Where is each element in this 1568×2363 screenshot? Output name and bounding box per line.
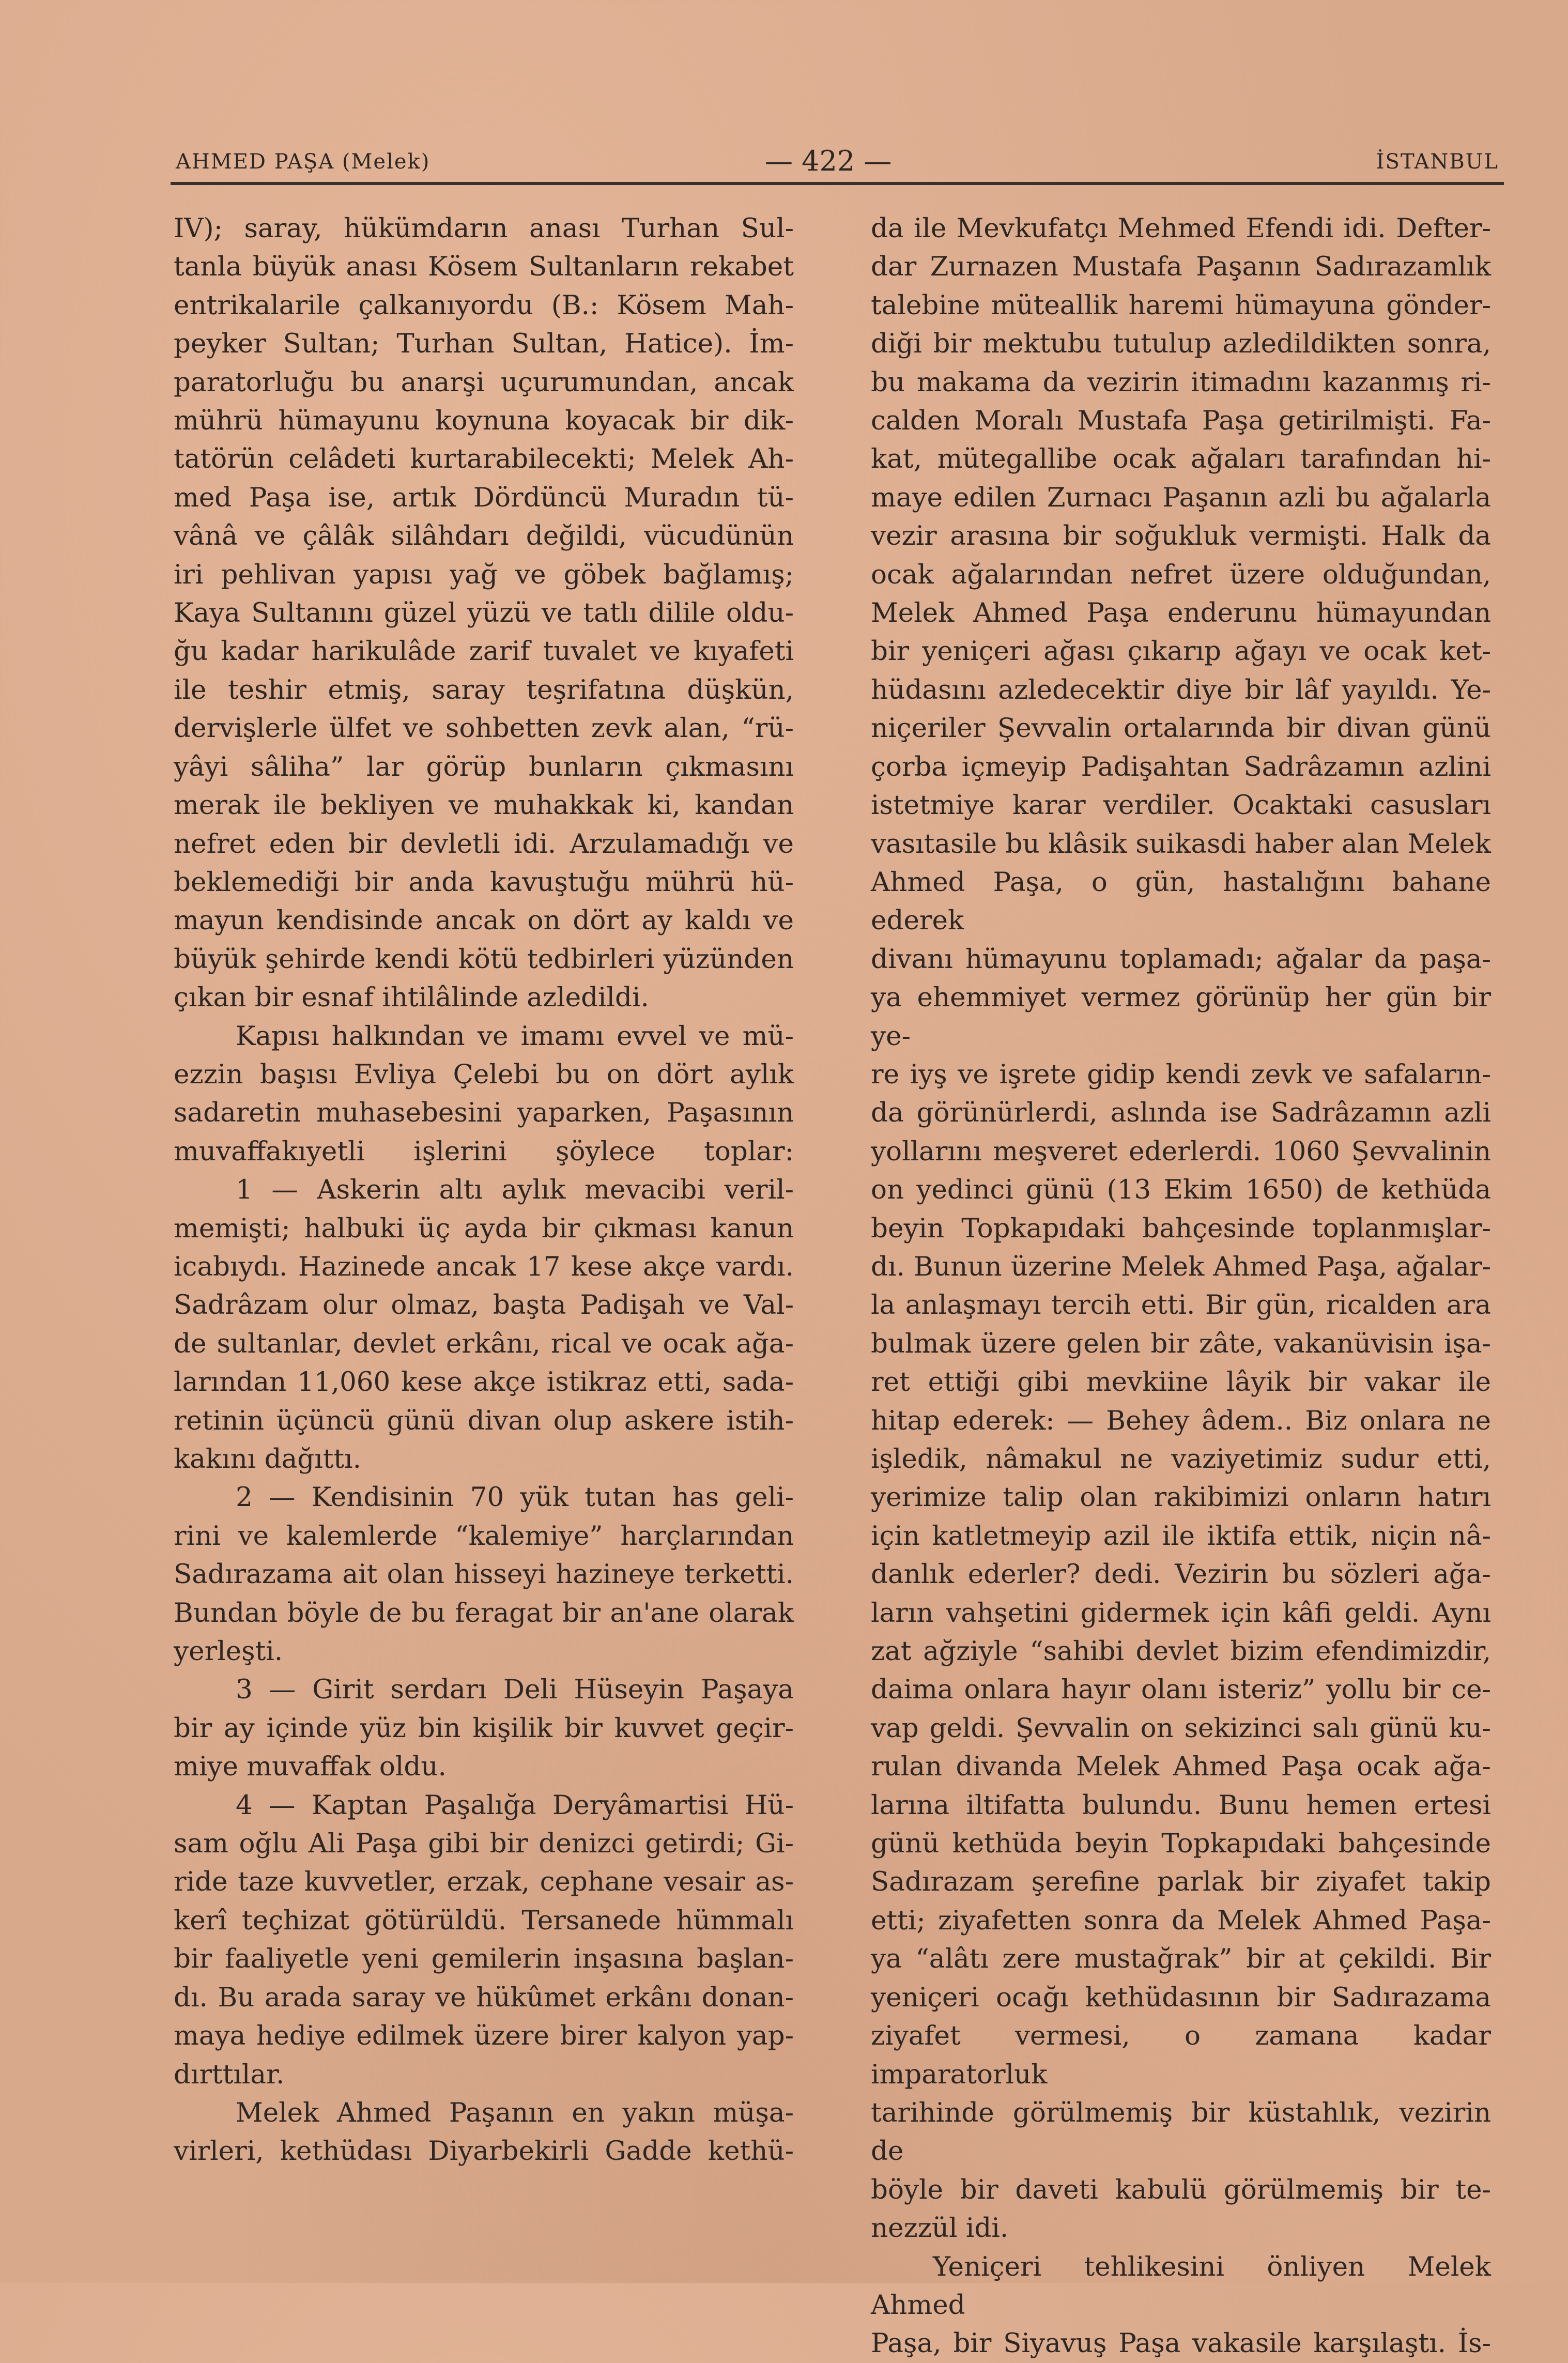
text-line: Melek Ahmed Paşa enderunu hümayundan	[871, 597, 1491, 629]
text-line: IV); saray, hükümdarın anası Turhan Sul-	[174, 213, 794, 244]
text-line: vezir arasına bir soğukluk vermişti. Halk da	[871, 520, 1491, 552]
text-line: Paşa, bir Siyavuş Paşa vakasile karşılaştı. İs-	[871, 2328, 1491, 2359]
text-line: Yeniçeri tehlikesini önliyen Melek Ahmed	[871, 2251, 1491, 2321]
text-line: nezzül idi.	[871, 2213, 1009, 2244]
text-line: memişti; halbuki üç ayda bir çıkması kanun	[174, 1213, 794, 1244]
text-line: sadaretin muhasebesini yaparken, Paşasının	[174, 1097, 794, 1129]
text-line: muvaffakıyetli işlerini şöylece toplar:	[174, 1136, 794, 1167]
text-line: larından 11,060 kese akçe istikraz etti, sada-	[174, 1367, 794, 1398]
text-line: Melek Ahmed Paşanın en yakın müşa-	[236, 2097, 794, 2128]
text-line: mayun kendisinde ancak on dört ay kaldı ve	[174, 905, 794, 937]
text-line: kakını dağıttı.	[174, 1444, 361, 1475]
text-line: virleri, kethüdası Diyarbekirli Gadde kethü-	[174, 2136, 794, 2167]
text-line: beyin Topkapıdaki bahçesinde toplanmışlar-	[871, 1213, 1491, 1244]
right-column	[871, 209, 1491, 2363]
text-line: la anlaşmayı tercih etti. Bir gün, ricalden ara	[871, 1290, 1491, 1321]
text-line: yerimize talip olan rakibimizi onların hatırı	[871, 1482, 1491, 1513]
text-line: ziyafet vermesi, o zamana kadar imparatorluk	[871, 2020, 1491, 2090]
header-rule	[171, 182, 1504, 185]
text-line: daima onlara hayır olanı isteriz” yollu bir ce-	[871, 1674, 1491, 1706]
text-line: günü kethüda beyin Topkapıdaki bahçesinde	[871, 1828, 1491, 1860]
header-title-left: AHMED PAŞA (Melek)	[176, 150, 431, 174]
text-line: ret ettiği gibi mevkiine lâyik bir vakar ile	[871, 1367, 1491, 1398]
text-line: Sadrâzam olur olmaz, başta Padişah ve Val-	[174, 1290, 794, 1321]
text-line: ya “alâtı zere mustağrak” bir at çekildi. Bir	[871, 1943, 1491, 1975]
text-line: rini ve kalemlerde “kalemiye” harçlarından	[174, 1520, 794, 1552]
text-line: retinin üçüncü günü divan olup askere istih-	[174, 1405, 794, 1436]
text-line: mührü hümayunu koynuna koyacak bir dik-	[174, 405, 794, 437]
text-line: bir ay içinde yüz bin kişilik bir kuvvet geçir-	[174, 1712, 794, 1744]
text-line: maye edilen Zurnacı Paşanın azli bu ağalarla	[871, 482, 1491, 513]
text-line: Bundan böyle de bu feragat bir an'ane olarak	[174, 1597, 794, 1629]
text-line: yâyi sâliha” lar görüp bunların çıkmasını	[174, 751, 794, 782]
text-line: 3 — Girit serdarı Deli Hüseyin Paşaya	[236, 1674, 794, 1706]
text-line: etti; ziyafetten sonra da Melek Ahmed Paşa-	[871, 1905, 1491, 1936]
text-line: diği bir mektubu tutulup azledildikten sonra,	[871, 328, 1491, 360]
text-line: böyle bir daveti kabulü görülmemiş bir te-	[871, 2174, 1491, 2205]
text-line: ride taze kuvvetler, erzak, cephane vesair as-	[174, 1866, 794, 1898]
text-line: re iyş ve işrete gidip kendi zevk ve safaların-	[871, 1058, 1491, 1090]
text-line: divanı hümayunu toplamadı; ağalar da paşa-	[871, 943, 1491, 975]
left-column	[174, 209, 794, 2171]
text-line: yollarını meşveret ederlerdi. 1060 Şevvalinin	[871, 1136, 1491, 1167]
text-line: kat, mütegallibe ocak ağaları tarafından hi-	[871, 443, 1491, 475]
text-line: yeniçeri ocağı kethüdasının bir Sadırazama	[871, 1982, 1491, 2013]
text-line: bir faaliyetle yeni gemilerin inşasına başlan-	[174, 1943, 794, 1975]
text-line: 4 — Kaptan Paşalığa Deryâmartisi Hü-	[236, 1789, 794, 1821]
text-line: istetmiye karar verdiler. Ocaktaki casusları	[871, 790, 1491, 821]
text-line: Ahmed Paşa, o gün, hastalığını bahane ederek	[871, 866, 1491, 937]
text-line: Kaya Sultanını güzel yüzü ve tatlı dilile oldu-	[174, 597, 794, 629]
text-line: peyker Sultan; Turhan Sultan, Hatice). İm-	[174, 328, 794, 360]
page-number: — 422 —	[765, 145, 892, 177]
text-line: yerleşti.	[174, 1636, 283, 1667]
text-line: sam oğlu Ali Paşa gibi bir denizci getirdi; Gi-	[174, 1828, 794, 1860]
text-line: niçeriler Şevvalin ortalarında bir divan günü	[871, 713, 1491, 744]
text-line: 1 — Askerin altı aylık mevacibi veril-	[236, 1174, 794, 1206]
text-line: med Paşa ise, artık Dördüncü Muradın tü-	[174, 482, 794, 513]
text-line: büyük şehirde kendi kötü tedbirleri yüzünden	[174, 943, 794, 975]
text-line: vasıtasile bu klâsik suikasdi haber alan Melek	[871, 828, 1491, 860]
text-line: iri pehlivan yapısı yağ ve göbek bağlamış;	[174, 559, 794, 590]
text-line: vap geldi. Şevvalin on sekizinci salı günü ku-	[871, 1712, 1491, 1744]
text-line: vânâ ve çâlâk silâhdarı değildi, vücudünün	[174, 520, 794, 552]
text-line: hitap ederek: — Behey âdem.. Biz onlara ne	[871, 1405, 1491, 1436]
text-line: hüdasını azledecektir diye bir lâf yayıldı. Ye-	[871, 674, 1491, 705]
text-line: Sadırazam şerefine parlak bir ziyafet takip	[871, 1866, 1491, 1898]
text-line: paratorluğu bu anarşi uçurumundan, ancak	[174, 366, 794, 398]
text-line: dı. Bunun üzerine Melek Ahmed Paşa, ağalar-	[871, 1251, 1491, 1282]
text-line: de sultanlar, devlet erkânı, rical ve ocak ağa-	[174, 1328, 794, 1359]
text-line: nefret eden bir devletli idi. Arzulamadığı ve	[174, 828, 794, 860]
text-line: Sadırazama ait olan hisseyi hazineye terketti.	[174, 1559, 794, 1590]
text-line: 2 — Kendisinin 70 yük tutan has geli-	[236, 1482, 794, 1513]
text-line: maya hediye edilmek üzere birer kalyon yap-	[174, 2020, 794, 2052]
text-line: dı. Bu arada saray ve hükûmet erkânı donan-	[174, 1982, 794, 2013]
text-line: da görünürlerdi, aslında ise Sadrâzamın azli	[871, 1097, 1491, 1129]
text-line: merak ile bekliyen ve muhakkak ki, kandan	[174, 790, 794, 821]
text-line: ocak ağalarından nefret üzere olduğundan,	[871, 559, 1491, 590]
text-line: rulan divanda Melek Ahmed Paşa ocak ağa-	[871, 1751, 1491, 1783]
text-line: tanla büyük anası Kösem Sultanların rekabet	[174, 251, 794, 283]
text-line: ya ehemmiyet vermez görünüp her gün bir ye-	[871, 982, 1491, 1052]
text-line: tarihinde görülmemiş bir küstahlık, vezirin de	[871, 2097, 1491, 2167]
text-line: talebine müteallik haremi hümayuna gönder-	[871, 289, 1491, 321]
text-line: dırttılar.	[174, 2059, 285, 2090]
text-line: entrikalarile çalkanıyordu (B.: Kösem Mah-	[174, 289, 794, 321]
text-line: calden Moralı Mustafa Paşa getirilmişti. Fa-	[871, 405, 1491, 437]
text-line: dervişlerle ülfet ve sohbetten zevk alan, “rü-	[174, 713, 794, 744]
text-line: danlık ederler? dedi. Vezirin bu sözleri ağa-	[871, 1559, 1491, 1590]
text-line: için katletmeyip azil ile iktifa ettik, niçin nâ-	[871, 1520, 1491, 1552]
header-title-right: İSTANBUL	[1376, 150, 1499, 174]
text-line: ların vahşetini gidermek için kâfi geldi. Aynı	[871, 1597, 1491, 1629]
text-line: icabıydı. Hazinede ancak 17 kese akçe vardı.	[174, 1251, 794, 1282]
text-line: çıkan bir esnaf ihtilâlinde azledildi.	[174, 982, 649, 1014]
text-line: miye muvaffak oldu.	[174, 1751, 447, 1783]
text-line: ğu kadar harikulâde zarif tuvalet ve kıyafeti	[174, 636, 794, 667]
text-line: beklemediği bir anda kavuştuğu mührü hü-	[174, 866, 794, 898]
text-line: da ile Mevkufatçı Mehmed Efendi idi. Defter-	[871, 213, 1491, 244]
text-line: zat ağziyle “sahibi devlet bizim efendimizdir,	[871, 1636, 1491, 1667]
text-line: tatörün celâdeti kurtarabilecekti; Melek Ah-	[174, 443, 794, 475]
text-line: bir yeniçeri ağası çıkarıp ağayı ve ocak ket-	[871, 636, 1491, 667]
running-header	[176, 145, 1499, 181]
text-line: Kapısı halkından ve imamı evvel ve mü-	[236, 1020, 794, 1052]
text-line: çorba içmeyip Padişahtan Sadrâzamın azlini	[871, 751, 1491, 782]
text-line: ezzin başısı Evliya Çelebi bu on dört aylık	[174, 1058, 794, 1090]
text-line: larına iltifatta bulundu. Bunu hemen ertesi	[871, 1789, 1491, 1821]
text-line: ile teshir etmiş, saray teşrifatına düşkün,	[174, 674, 794, 705]
text-line: on yedinci günü (13 Ekim 1650) de kethüda	[871, 1174, 1491, 1206]
text-line: dar Zurnazen Mustafa Paşanın Sadırazamlık	[871, 251, 1491, 283]
text-line: işledik, nâmakul ne vaziyetimiz sudur etti,	[871, 1444, 1491, 1475]
text-line: bulmak üzere gelen bir zâte, vakanüvisin işa-	[871, 1328, 1491, 1359]
text-line: kerî teçhizat götürüldü. Tersanede hümmalı	[174, 1905, 794, 1936]
text-line: bu makama da vezirin itimadını kazanmış ri-	[871, 366, 1491, 398]
